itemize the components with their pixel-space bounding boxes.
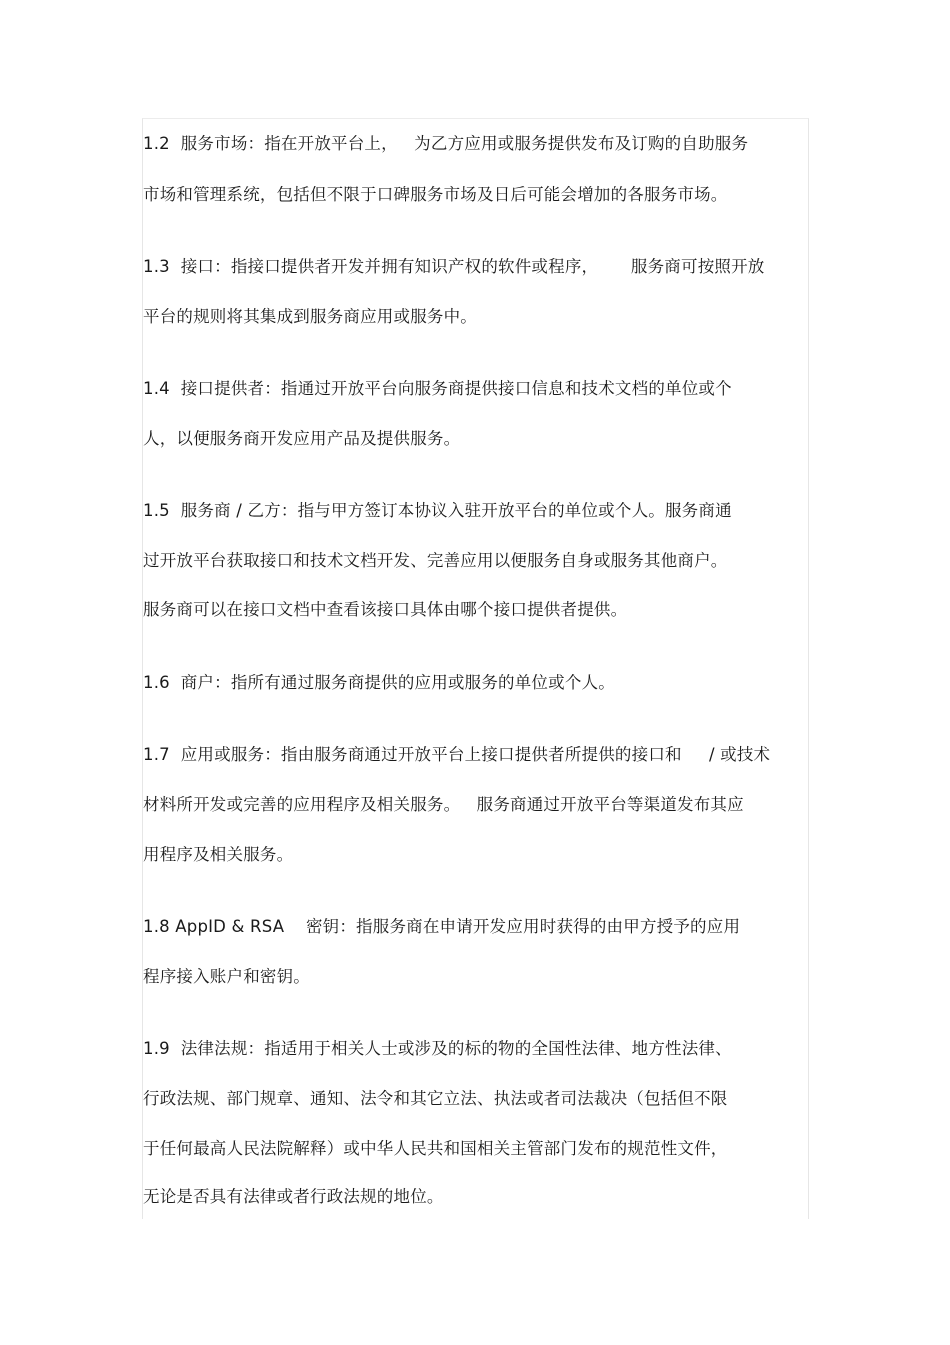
clause-1-5-line-1: 1.5 服务商 / 乙方：指与甲方签订本协议入驻开放平台的单位或个人。服务商通 (143, 501, 732, 520)
clause-1-3-line-2: 平台的规则将其集成到服务商应用或服务中。 (143, 307, 477, 326)
clause-1-9-line-3: 于任何最高人民法院解释）或中华人民共和国相关主管部门发布的规范性文件， (143, 1139, 728, 1158)
clause-1-8-line-1: 1.8 AppID & RSA 密钥：指服务商在申请开发应用时获得的由甲方授予的应用 (143, 917, 741, 936)
clause-1-6-line-1: 1.6 商户：指所有通过服务商提供的应用或服务的单位或个人。 (143, 673, 615, 692)
clause-1-4-line-1: 1.4 接口提供者：指通过开放平台向服务商提供接口信息和技术文档的单位或个 (143, 379, 732, 398)
clause-1-5-line-3: 服务商可以在接口文档中查看该接口具体由哪个接口提供者提供。 (143, 600, 628, 619)
clause-1-3-line-1: 1.3 接口：指接口提供者开发并拥有知识产权的软件或程序， 服务商可按照开放 (143, 257, 765, 276)
clause-1-7-line-1: 1.7 应用或服务：指由服务商通过开放平台上接口提供者所提供的接口和 / 或技术 (143, 745, 771, 764)
clause-1-2-line-1: 1.2 服务市场：指在开放平台上， 为乙方应用或服务提供发布及订购的自助服务 (143, 134, 749, 153)
clause-1-2-line-2: 市场和管理系统，包括但不限于口碑服务市场及日后可能会增加的各服务市场。 (143, 185, 728, 204)
clause-1-7-line-2: 材料所开发或完善的应用程序及相关服务。 服务商通过开放平台等渠道发布其应 (143, 795, 744, 814)
clause-1-9-line-1: 1.9 法律法规：指适用于相关人士或涉及的标的物的全国性法律、地方性法律、 (143, 1039, 732, 1058)
clause-1-7-line-3: 用程序及相关服务。 (143, 845, 294, 864)
clause-1-9-line-2: 行政法规、部门规章、通知、法令和其它立法、执法或者司法裁决（包括但不限 (143, 1089, 728, 1108)
clause-1-4-line-2: 人，以便服务商开发应用产品及提供服务。 (143, 429, 461, 448)
clause-1-5-line-2: 过开放平台获取接口和技术文档开发、完善应用以便服务自身或服务其他商户。 (143, 551, 728, 570)
clause-1-9-line-4: 无论是否具有法律或者行政法规的地位。 (143, 1187, 444, 1206)
clause-1-8-line-2: 程序接入账户和密钥。 (143, 967, 310, 986)
